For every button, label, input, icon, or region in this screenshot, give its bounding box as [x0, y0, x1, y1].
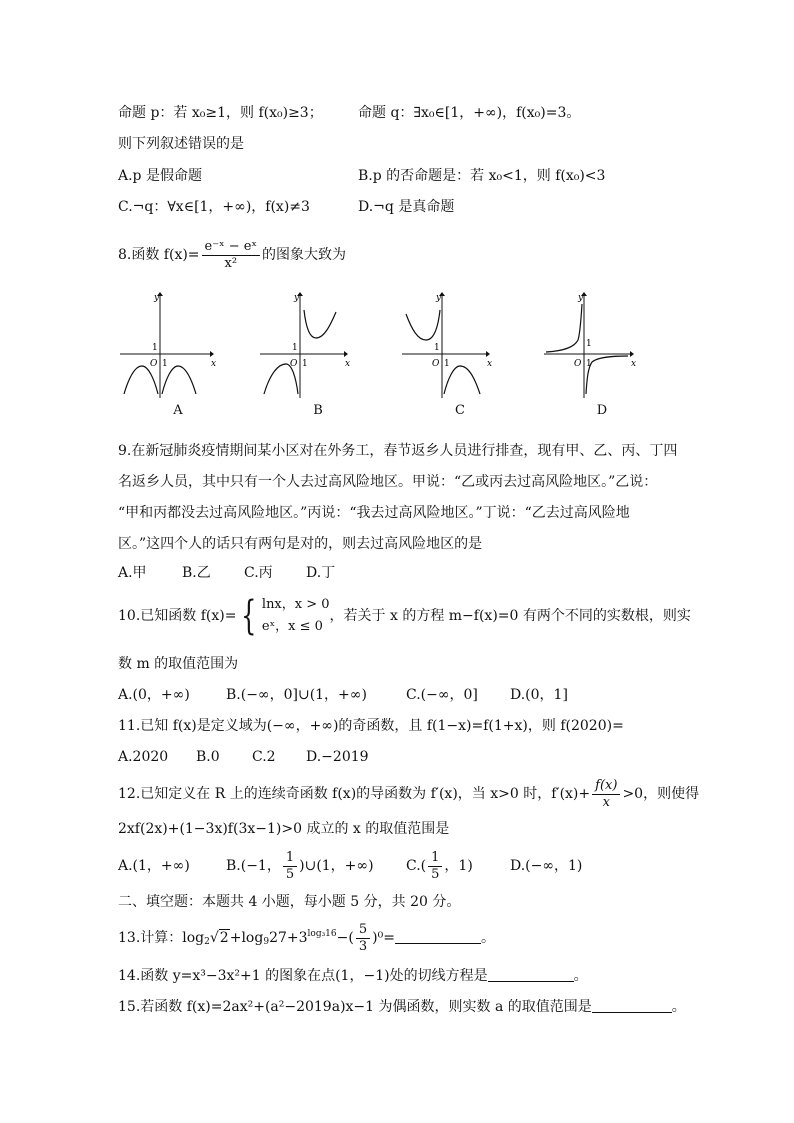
q7-prop-q: 命题 q：∃x₀∈[1，+∞)，f(x₀)=3。 — [358, 105, 581, 121]
graph-d-one-y: 1 — [586, 339, 592, 349]
q14-end: 。 — [573, 968, 588, 984]
q8-numerator: e⁻ˣ − eˣ — [202, 239, 260, 256]
q9-line-1: 9.在新冠肺炎疫情期间某小区对在外务工，春节返乡人员进行排查，现有甲、乙、丙、丁四 — [118, 443, 678, 459]
graph-c-one-y: 1 — [434, 343, 440, 353]
q11-stem: 11.已知 f(x)是定义域为(−∞，+∞)的奇函数，且 f(1−x)=f(1+x)，则 f(2020)= — [118, 718, 624, 734]
q13-tail: )⁰= — [372, 930, 395, 946]
q13-lead: 13.计算：log — [118, 930, 205, 946]
graph-b-one-y: 1 — [292, 343, 298, 353]
q12-option-c-num: 1 — [428, 850, 442, 867]
q12-option-c — [406, 848, 473, 884]
q9-option-a: A.甲 — [118, 565, 147, 581]
q9-line-2: 名返乡人员，其中只有一个人去过高风险地区。甲说：“乙或丙去过高风险地区。”乙说： — [118, 474, 658, 490]
q7-stem: 则下列叙述错误的是 — [118, 136, 244, 152]
q11-option-d: D.−2019 — [306, 749, 369, 765]
q12-option-b-num: 1 — [283, 850, 297, 867]
q8-tail: 的图象大致为 — [261, 247, 346, 263]
graph-b-x-label: x — [345, 359, 351, 369]
q10-case-2: eˣ，x ≤ 0 — [261, 619, 323, 634]
q12-option-c-den: 5 — [431, 866, 440, 882]
q8-stem — [118, 236, 346, 274]
graph-a-one-x: 1 — [162, 359, 168, 369]
q14-answer-blank[interactable] — [488, 967, 574, 982]
q10-option-a: A.(0，+∞) — [118, 687, 190, 703]
q13-mid: +log — [229, 930, 264, 946]
q10-tail: ，若关于 x 的方程 m−f(x)=0 有两个不同的实数根，则实 — [329, 608, 691, 624]
graph-a-y-label: y — [154, 293, 160, 303]
q7-option-d: D.¬q 是真命题 — [358, 199, 455, 215]
q13-sub-1: 2 — [204, 937, 210, 947]
graph-b-plot — [258, 290, 378, 402]
graph-a-x-label: x — [211, 359, 217, 369]
q15-text: 15.若函数 f(x)=2ax²+(a²−2019a)x−1 为偶函数，则实数 a 的取值范围是 — [118, 999, 592, 1015]
graph-b — [258, 290, 378, 422]
q12-option-b-frac — [283, 850, 297, 883]
q11-option-b: B.0 — [196, 749, 220, 765]
graph-a-one-y: 1 — [152, 343, 158, 353]
q13-frac-den: 3 — [358, 938, 368, 954]
q15-end: 。 — [671, 999, 686, 1015]
q15-answer-blank[interactable] — [592, 998, 672, 1013]
q13-sub-2: 9 — [263, 937, 270, 947]
q9-line-4: 区。”这四个人的话只有两句是对的，则去过高风险地区的是 — [118, 536, 483, 552]
q13-mid-2: 27+3 — [269, 930, 308, 946]
q13-fraction — [356, 922, 370, 955]
q13-sqrt-value: 2 — [219, 930, 229, 946]
q10-brace: { — [241, 593, 257, 639]
q13-frac-num: 5 — [356, 922, 370, 939]
q10-case-1: lnx，x > 0 — [261, 597, 330, 612]
q13-sup: log₃16 — [307, 929, 337, 939]
q7-option-a: A.p 是假命题 — [118, 168, 202, 184]
graph-d-one-x: 1 — [586, 359, 592, 369]
q13-answer-blank[interactable] — [395, 929, 481, 944]
q12-line-2: 2xf(2x)+(1−3x)f(3x−1)>0 成立的 x 的取值范围是 — [118, 821, 450, 837]
q15-stem — [118, 997, 686, 1017]
q10-lead: 10.已知函数 f(x)= — [118, 608, 237, 624]
graph-c-plot — [400, 290, 520, 402]
q12-option-b-post: )∪(1，+∞) — [299, 858, 374, 874]
q11-option-c: C.2 — [252, 749, 276, 765]
q12-option-b — [226, 848, 374, 884]
graph-b-origin: O — [290, 359, 298, 369]
q13-end: 。 — [480, 930, 495, 946]
q8-denominator: x² — [224, 255, 238, 271]
graph-c-one-x: 1 — [444, 359, 450, 369]
q12-option-b-pre: B.(−1， — [226, 858, 281, 874]
q10-option-b: B.(−∞，0]∪(1，+∞) — [226, 687, 367, 703]
q12-fraction — [592, 778, 620, 811]
q7-option-c: C.¬q：∀x∈[1，+∞)，f(x)≠3 — [118, 199, 310, 215]
graph-a-caption: A — [173, 403, 183, 418]
q13-mid-3: −( — [336, 930, 354, 946]
graph-d-caption: D — [596, 403, 608, 418]
q7-prop-p: 命题 p：若 x₀≥1，则 f(x₀)≥3； — [118, 105, 323, 121]
graph-a-plot — [118, 290, 238, 402]
graph-c-origin: O — [432, 359, 440, 369]
q13-sqrt: √2 — [209, 930, 229, 946]
q8-fraction — [202, 239, 260, 272]
graph-d-plot — [542, 290, 662, 402]
graph-b-y-label: y — [294, 293, 300, 303]
q12-option-d: D.(−∞，1) — [510, 858, 583, 874]
q8-lead: 8.函数 f(x)= — [118, 247, 200, 263]
graph-d-origin: O — [574, 359, 582, 369]
q10-line-2: 数 m 的取值范围为 — [118, 656, 239, 672]
q12-frac-num: f(x) — [592, 778, 620, 795]
graph-a-origin: O — [150, 359, 158, 369]
q11-option-a: A.2020 — [118, 749, 169, 765]
graph-b-one-x: 1 — [302, 359, 308, 369]
q9-option-c: C.丙 — [244, 565, 273, 581]
q9-option-b: B.乙 — [182, 565, 211, 581]
graph-c — [400, 290, 520, 422]
graph-b-caption: B — [313, 403, 323, 418]
q12-option-c-pre: C.( — [406, 858, 427, 874]
q12-option-b-den: 5 — [285, 866, 295, 882]
q10-stem — [118, 594, 691, 638]
q13-stem — [118, 920, 495, 956]
graph-d-x-label: x — [631, 359, 637, 369]
q12-tail: >0，则使得 — [622, 786, 700, 802]
q10-cases — [262, 594, 330, 638]
graph-d — [542, 290, 662, 422]
graph-a — [118, 290, 238, 422]
q9-option-d: D.丁 — [306, 565, 336, 581]
q14-text: 14.函数 y=x³−3x²+1 的图象在点(1，−1)处的切线方程是 — [118, 968, 488, 984]
q9-line-3: “甲和丙都没去过高风险地区。”丙说：“我去过高风险地区。”丁说：“乙去过高风险地 — [118, 505, 630, 521]
q14-stem — [118, 966, 588, 986]
q12-lead: 12.已知定义在 R 上的连续奇函数 f(x)的导函数为 f′(x)，当 x>0 时，f′(x)+ — [118, 786, 591, 802]
graph-c-y-label: y — [436, 293, 442, 303]
graph-c-caption: C — [455, 403, 465, 418]
q12-option-c-frac — [428, 850, 442, 883]
q10-option-d: D.(0，1] — [510, 687, 568, 703]
q12-option-c-post: ，1) — [444, 858, 473, 874]
q12-option-a: A.(1，+∞) — [118, 858, 190, 874]
section-2-heading: 二、填空题：本题共 4 小题，每小题 5 分，共 20 分。 — [118, 894, 461, 910]
q12-frac-den: x — [602, 794, 610, 810]
q7-option-b: B.p 的否命题是：若 x₀<1，则 f(x₀)<3 — [358, 168, 606, 184]
graph-d-y-label: y — [578, 293, 584, 303]
q10-option-c: C.(−∞，0] — [406, 687, 478, 703]
graph-c-x-label: x — [487, 359, 493, 369]
q12-stem — [118, 776, 699, 812]
